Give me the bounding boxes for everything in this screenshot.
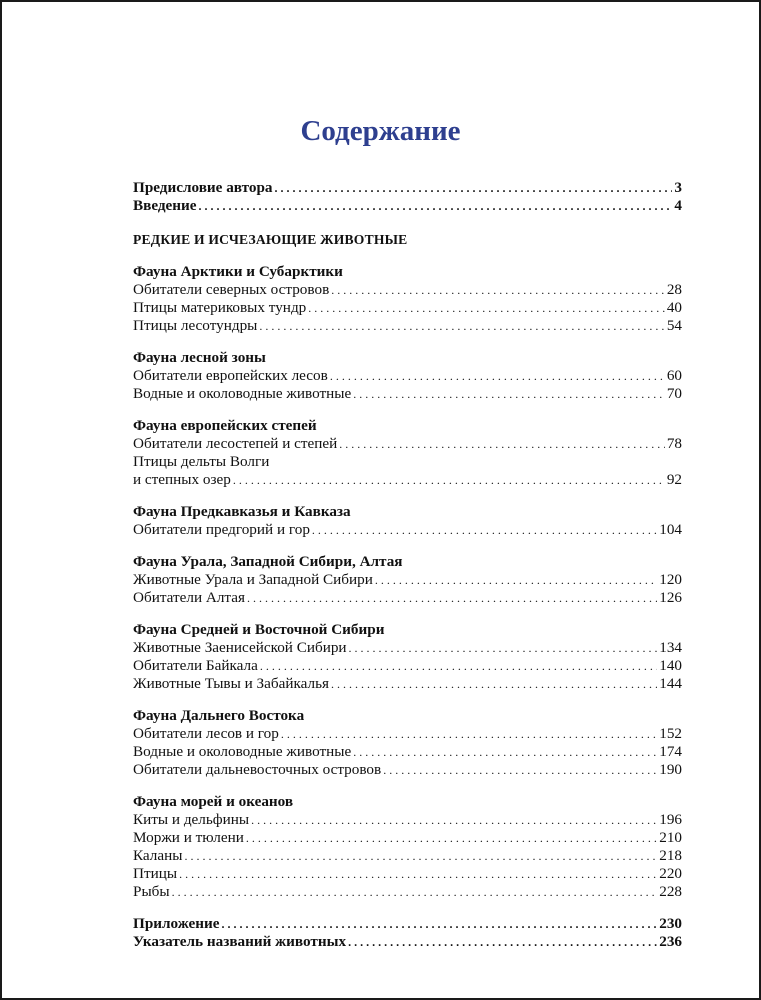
leader-dots bbox=[339, 435, 665, 453]
toc-entry[interactable] bbox=[133, 299, 682, 317]
toc-page-number: 236 bbox=[659, 933, 682, 950]
leader-dots bbox=[330, 367, 665, 385]
toc-entry[interactable] bbox=[133, 743, 682, 761]
toc-entry-label: Каланы bbox=[133, 847, 183, 864]
section-heading: Фауна лесной зоны bbox=[133, 349, 266, 366]
leader-dots bbox=[353, 385, 665, 403]
leader-dots bbox=[331, 675, 657, 693]
toc-entry-label: Птицы материковых тундр bbox=[133, 299, 307, 316]
toc-page-number: 144 bbox=[659, 675, 682, 692]
leader-dots bbox=[260, 657, 657, 675]
toc-entry-label: Введение bbox=[133, 197, 197, 214]
toc-page-number: 218 bbox=[659, 847, 682, 864]
toc-entry-label: Рыбы bbox=[133, 883, 170, 900]
leader-dots bbox=[222, 915, 658, 933]
toc-entry[interactable] bbox=[133, 725, 682, 743]
toc-entry-label: Обитатели лесов и гор bbox=[133, 725, 279, 742]
leader-dots bbox=[281, 725, 657, 743]
toc-page-number: 196 bbox=[659, 811, 682, 828]
toc-entry[interactable] bbox=[133, 471, 682, 489]
toc-entry[interactable] bbox=[133, 675, 682, 693]
section-heading: Фауна Предкавказья и Кавказа bbox=[133, 503, 351, 520]
toc-page-number: 28 bbox=[666, 281, 682, 298]
toc-entry-label: Обитатели лесостепей и степей bbox=[133, 435, 338, 452]
section-heading: Фауна Средней и Восточной Сибири bbox=[133, 621, 385, 638]
toc-page-number: 230 bbox=[659, 915, 682, 932]
toc-entry-index[interactable] bbox=[133, 933, 682, 951]
leader-dots bbox=[308, 299, 665, 317]
toc-entry-label: Животные Заенисейской Сибири bbox=[133, 639, 347, 656]
toc-entry-label: Обитатели Алтая bbox=[133, 589, 245, 606]
toc-page-number: 78 bbox=[666, 435, 682, 452]
toc-entry-label: Обитатели дальневосточных островов bbox=[133, 761, 382, 778]
toc-entry-label: Птицы bbox=[133, 865, 178, 882]
leader-dots bbox=[383, 761, 657, 779]
toc-entry[interactable] bbox=[133, 883, 682, 901]
toc-page-number: 228 bbox=[659, 883, 682, 900]
toc-page-number: 134 bbox=[659, 639, 682, 656]
leader-dots bbox=[251, 811, 657, 829]
toc-page-number: 60 bbox=[666, 367, 682, 384]
leader-dots bbox=[246, 829, 657, 847]
toc-entry-appendix[interactable] bbox=[133, 915, 682, 933]
toc-entry[interactable] bbox=[133, 657, 682, 675]
leader-dots bbox=[331, 281, 665, 299]
page-title: Содержание bbox=[300, 115, 461, 147]
toc-entry[interactable] bbox=[133, 281, 682, 299]
toc-page-number: 152 bbox=[659, 725, 682, 742]
toc-entry[interactable] bbox=[133, 761, 682, 779]
part-title: РЕДКИЕ И ИСЧЕЗАЮЩИЕ ЖИВОТНЫЕ bbox=[133, 232, 408, 247]
toc-entry[interactable] bbox=[133, 317, 682, 335]
toc-page-number: 92 bbox=[666, 471, 682, 488]
leader-dots bbox=[375, 571, 657, 589]
toc-entry-label: Приложение bbox=[133, 915, 220, 932]
leader-dots bbox=[259, 317, 664, 335]
leader-dots bbox=[247, 589, 657, 607]
section-heading: Фауна Урала, Западной Сибири, Алтая bbox=[133, 553, 403, 570]
toc-entry-label: Обитатели европейских лесов bbox=[133, 367, 328, 384]
toc-entry-label[interactable]: Птицы дельты Волги bbox=[133, 453, 270, 470]
toc-entry-introduction[interactable] bbox=[133, 197, 682, 215]
leader-dots bbox=[233, 471, 665, 489]
toc-entry-label: Животные Тывы и Забайкалья bbox=[133, 675, 329, 692]
section-heading: Фауна Арктики и Субарктики bbox=[133, 263, 343, 280]
toc-page-number: 4 bbox=[674, 197, 682, 214]
leader-dots bbox=[184, 847, 657, 865]
toc-page-number: 70 bbox=[666, 385, 682, 402]
leader-dots bbox=[172, 883, 658, 901]
toc-page-number: 140 bbox=[659, 657, 682, 674]
toc-entry-label: Птицы лесотундры bbox=[133, 317, 258, 334]
leader-dots bbox=[199, 197, 673, 215]
section-heading: Фауна европейских степей bbox=[133, 417, 317, 434]
toc-entry[interactable] bbox=[133, 865, 682, 883]
toc-entry-continuation: и степных озер bbox=[133, 471, 231, 488]
toc-entry-label: Моржи и тюлени bbox=[133, 829, 244, 846]
toc-entry-label: Обитатели Байкала bbox=[133, 657, 258, 674]
toc-entry-label: Предисловие автора bbox=[133, 179, 273, 196]
leader-dots bbox=[349, 639, 658, 657]
leader-dots bbox=[348, 933, 657, 951]
leader-dots bbox=[275, 179, 673, 197]
table-of-contents bbox=[133, 179, 682, 951]
toc-page-number: 174 bbox=[659, 743, 682, 760]
toc-page-number: 190 bbox=[659, 761, 682, 778]
section-heading: Фауна Дальнего Востока bbox=[133, 707, 305, 724]
toc-entry-label: Указатель названий животных bbox=[133, 933, 347, 950]
section-heading: Фауна морей и океанов bbox=[133, 793, 294, 810]
toc-page-number: 3 bbox=[674, 179, 682, 196]
toc-entry[interactable] bbox=[133, 639, 682, 657]
toc-page-number: 126 bbox=[659, 589, 682, 606]
toc-entry[interactable] bbox=[133, 521, 682, 539]
toc-entry-label: Животные Урала и Западной Сибири bbox=[133, 571, 373, 588]
leader-dots bbox=[353, 743, 657, 761]
toc-entry[interactable] bbox=[133, 385, 682, 403]
toc-entry[interactable] bbox=[133, 829, 682, 847]
toc-entry[interactable] bbox=[133, 847, 682, 865]
toc-entry-label: Водные и околоводные животные bbox=[133, 743, 352, 760]
toc-entry-label: Обитатели предгорий и гор bbox=[133, 521, 310, 538]
leader-dots bbox=[312, 521, 657, 539]
toc-entry-label: Киты и дельфины bbox=[133, 811, 250, 828]
toc-entry[interactable] bbox=[133, 589, 682, 607]
toc-page-number: 210 bbox=[659, 829, 682, 846]
toc-page-number: 104 bbox=[659, 521, 682, 538]
toc-page-number: 120 bbox=[659, 571, 682, 588]
toc-entry-label: Водные и околоводные животные bbox=[133, 385, 352, 402]
toc-page-number: 220 bbox=[659, 865, 682, 882]
toc-entry[interactable] bbox=[133, 571, 682, 589]
toc-entry[interactable] bbox=[133, 367, 682, 385]
toc-page-number: 40 bbox=[666, 299, 682, 316]
toc-entry[interactable] bbox=[133, 811, 682, 829]
toc-entry-preface[interactable] bbox=[133, 179, 682, 197]
toc-entry-label: Обитатели северных островов bbox=[133, 281, 330, 298]
toc-page-number: 54 bbox=[666, 317, 682, 334]
toc-entry[interactable] bbox=[133, 435, 682, 453]
leader-dots bbox=[179, 865, 657, 883]
